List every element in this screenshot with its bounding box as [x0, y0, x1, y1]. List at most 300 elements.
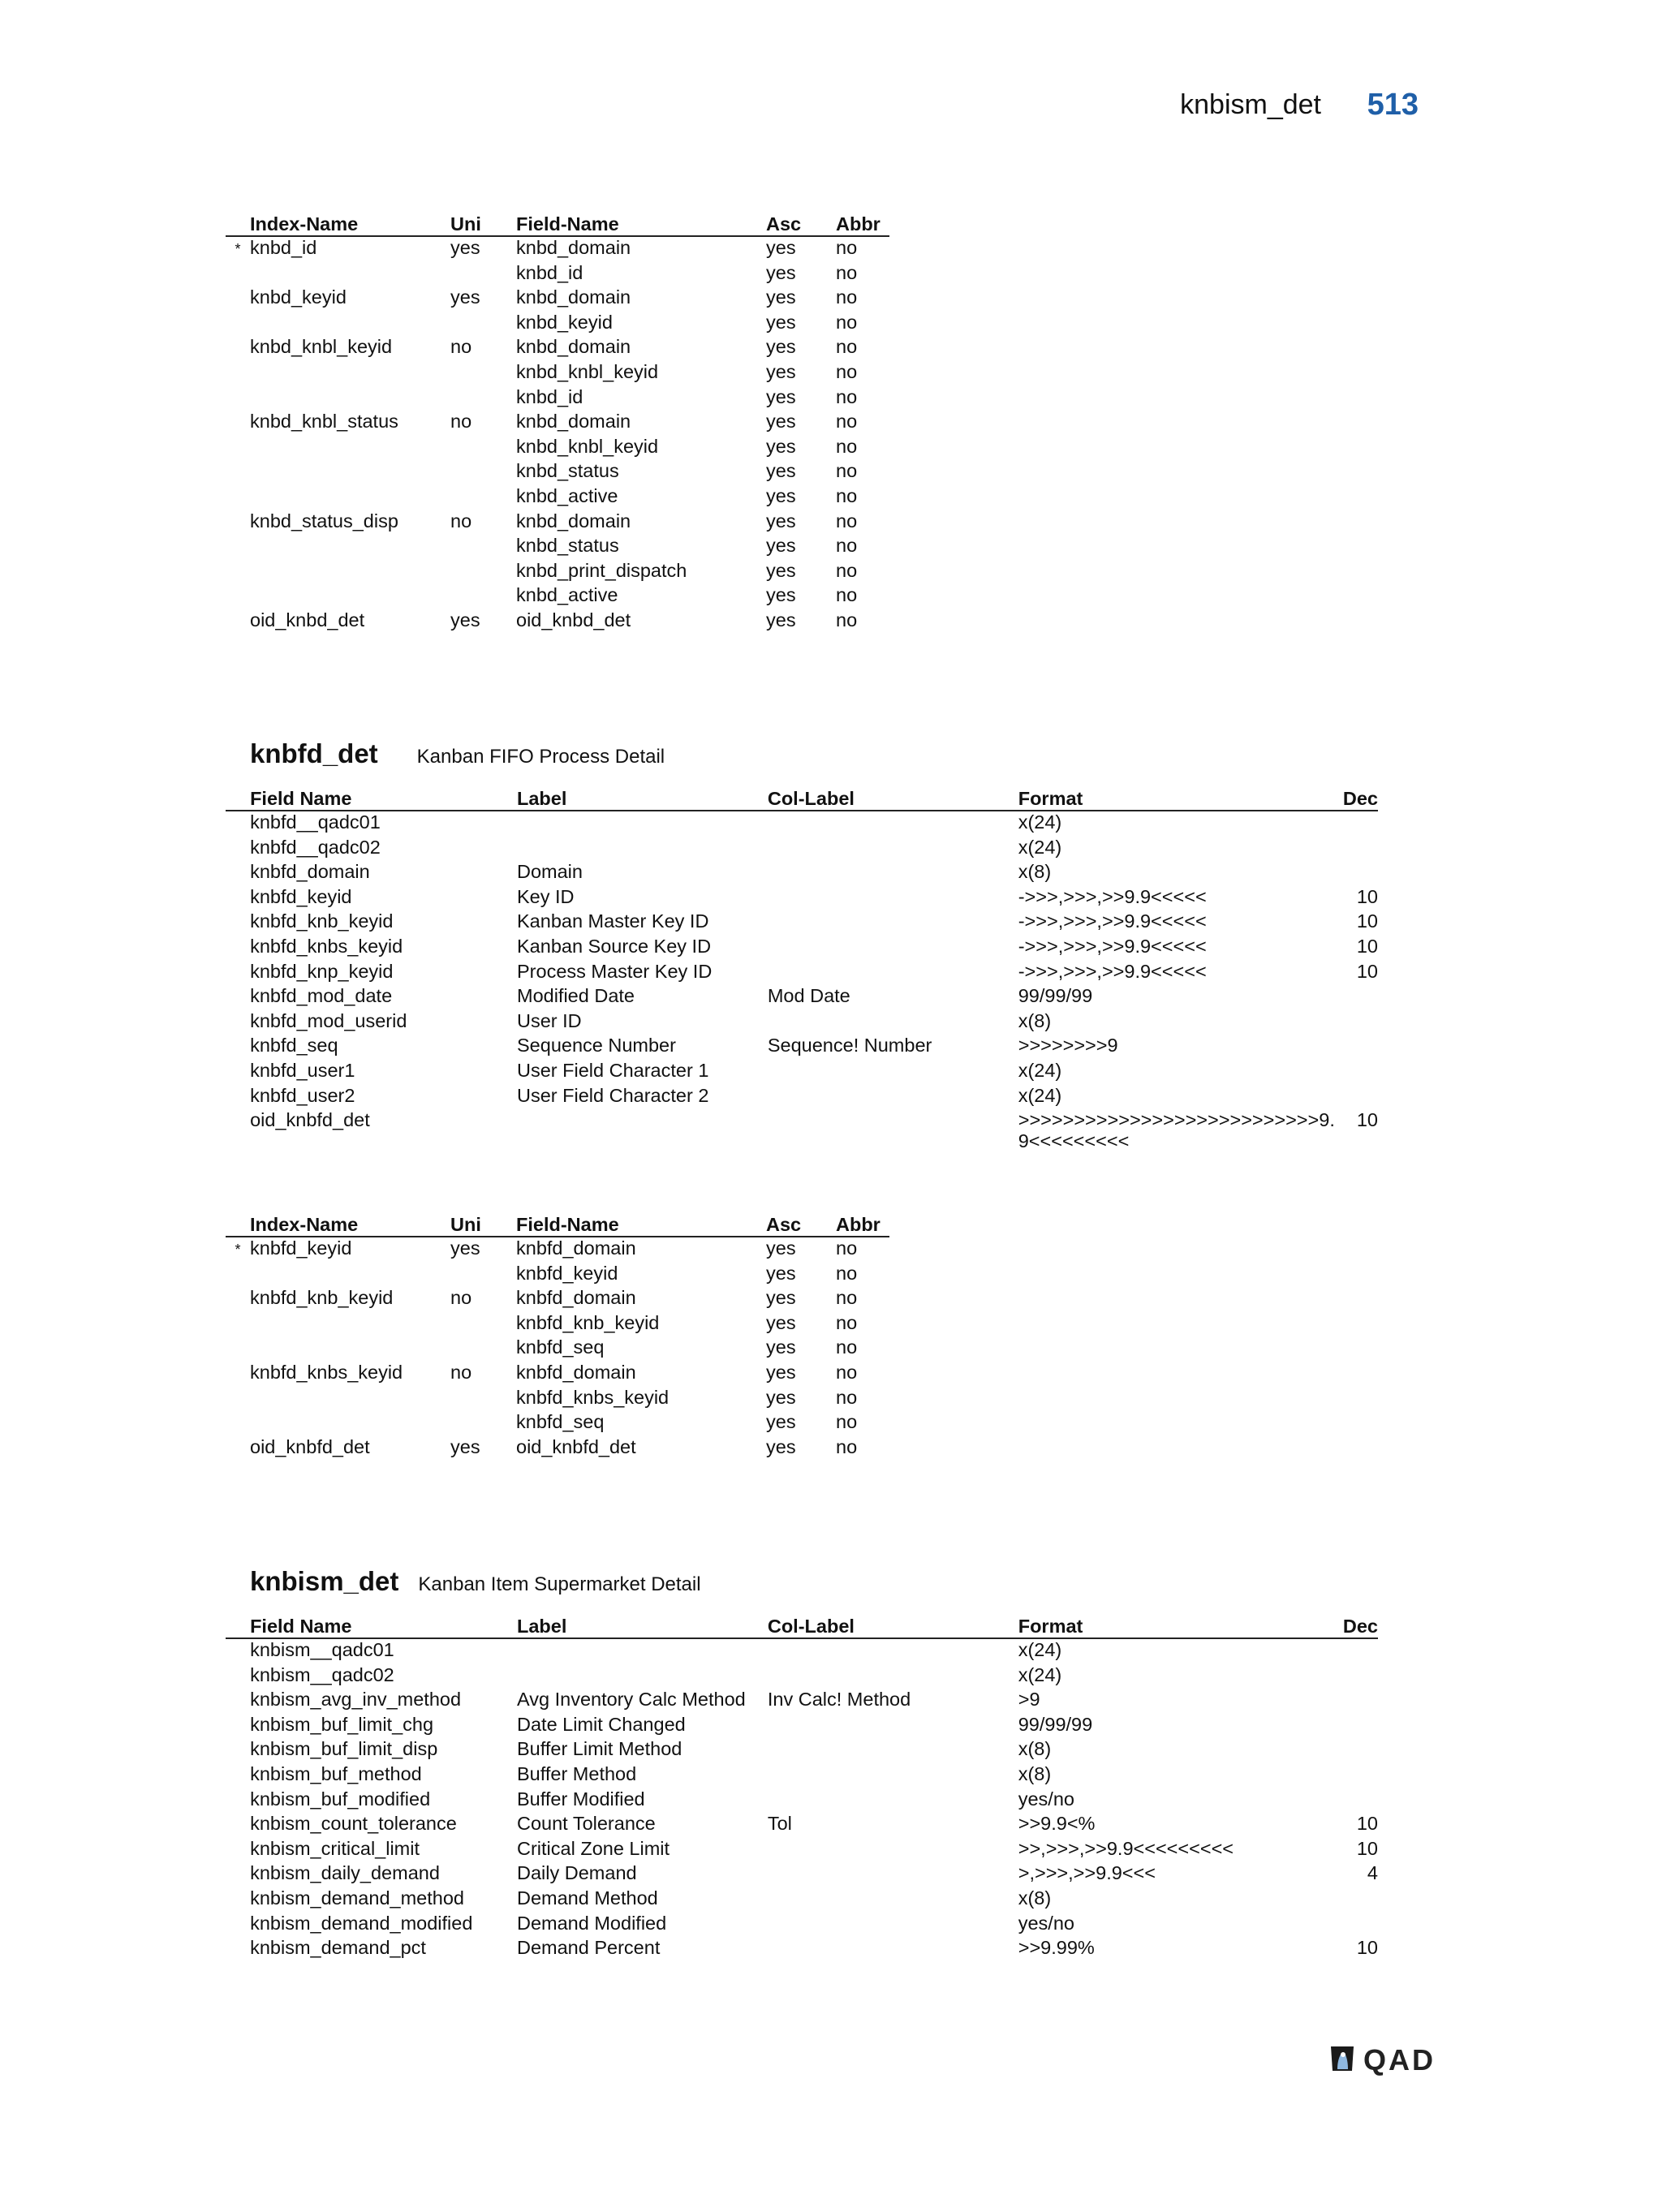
primary-marker [226, 336, 250, 361]
dec-cell: 10 [1356, 1937, 1378, 1959]
field-name-cell: knbism_count_tolerance [250, 1813, 457, 1835]
index-name-cell [250, 485, 450, 510]
col-label-cell [768, 1788, 1018, 1814]
field-name-cell: oid_knbfd_det [516, 1435, 636, 1457]
abbr-cell: no [836, 1287, 858, 1309]
col-label-cell [768, 1887, 1018, 1913]
label-cell: User ID [517, 1009, 582, 1031]
abbr-cell: no [836, 360, 858, 382]
abbr-cell: no [836, 286, 858, 308]
index-name-cell: knbd_knbl_status [250, 411, 398, 433]
field-name-cell: knbism__qadc01 [250, 1639, 394, 1660]
field-name-cell: knbism_demand_pct [250, 1937, 426, 1959]
asc-cell: yes [766, 484, 796, 506]
col-label: Label [517, 787, 768, 811]
abbr-cell: no [836, 1262, 858, 1284]
dec-cell: 10 [1356, 885, 1378, 907]
col-field-name: Field-Name [516, 213, 766, 236]
table-title-knbfd [250, 738, 665, 769]
abbr-cell: no [836, 1311, 858, 1333]
asc-cell: yes [766, 435, 796, 457]
row-margin [226, 811, 250, 837]
primary-marker [226, 1387, 250, 1412]
primary-marker [226, 411, 250, 436]
index-name-cell [250, 560, 450, 585]
dec-cell [1337, 1788, 1378, 1814]
uni-cell [450, 460, 516, 485]
row-margin [226, 1937, 250, 1962]
col-label-cell: Mod Date [767, 985, 850, 1007]
index-name-cell [250, 1387, 450, 1412]
format-cell: ->>>,>>>,>>9.9<<<<< [1018, 885, 1207, 907]
primary-marker [226, 1287, 250, 1312]
dec-cell [1337, 837, 1378, 862]
asc-cell: yes [766, 1262, 796, 1284]
label-cell [517, 1638, 768, 1664]
field-row [226, 1887, 1378, 1913]
col-label-cell [768, 936, 1018, 961]
field-row [226, 1913, 1378, 1938]
index-row [226, 1362, 889, 1387]
index-name-cell [250, 361, 450, 386]
field-name-cell: knbism_buf_method [250, 1762, 422, 1784]
col-label-cell [768, 1010, 1018, 1035]
field-name-cell: knbfd__qadc01 [250, 811, 381, 833]
uni-cell [450, 1387, 516, 1412]
col-field-name: Field Name [250, 1615, 517, 1638]
dec-cell: 4 [1367, 1862, 1378, 1884]
col-label-cell [768, 1060, 1018, 1085]
col-label-cell [768, 1109, 1018, 1151]
col-label-cell [768, 961, 1018, 986]
field-row [226, 861, 1378, 886]
label-cell: User Field Character 2 [517, 1084, 709, 1106]
col-asc: Asc [766, 1213, 836, 1237]
table-name: knbism_det [250, 1566, 399, 1596]
field-name-cell: knbd_id [516, 385, 583, 407]
index-row [226, 312, 889, 337]
field-name-cell: knbd_active [516, 484, 618, 506]
label-cell: Domain [517, 861, 583, 883]
knbfd-index-table [226, 1213, 889, 1461]
index-row [226, 336, 889, 361]
field-name-cell: knbd_domain [516, 411, 631, 433]
field-name-cell: knbism_buf_limit_chg [250, 1713, 434, 1735]
col-dec: Dec [1337, 787, 1378, 811]
primary-marker [226, 485, 250, 510]
uni-cell: yes [450, 237, 480, 258]
format-cell: x(8) [1018, 861, 1052, 883]
abbr-cell: no [836, 435, 858, 457]
format-cell: >>>>>>>>9 [1018, 1035, 1118, 1057]
row-margin [226, 837, 250, 862]
dec-cell [1337, 985, 1378, 1010]
field-name-cell: knbd_domain [516, 336, 631, 358]
uni-cell: no [450, 510, 472, 531]
row-margin [226, 1838, 250, 1863]
field-row [226, 837, 1378, 862]
field-name-cell: knbd_domain [516, 286, 631, 308]
field-row [226, 1862, 1378, 1887]
format-cell: x(24) [1018, 1084, 1062, 1106]
abbr-cell: no [836, 237, 858, 258]
index-row [226, 262, 889, 287]
dec-cell [1337, 1010, 1378, 1035]
col-label-cell [768, 910, 1018, 936]
index-header-row [226, 213, 889, 236]
asc-cell: yes [766, 1237, 796, 1259]
asc-cell: yes [766, 336, 796, 358]
field-name-cell: knbfd_domain [516, 1361, 636, 1383]
primary-marker [226, 1362, 250, 1387]
asc-cell: yes [766, 510, 796, 531]
index-row [226, 361, 889, 386]
uni-cell: no [450, 1287, 472, 1309]
index-row [226, 1387, 889, 1412]
label-cell: Key ID [517, 885, 575, 907]
col-label-cell [768, 1838, 1018, 1863]
dec-cell [1337, 1689, 1378, 1714]
col-label-cell [768, 886, 1018, 911]
abbr-cell: no [836, 559, 858, 581]
dec-cell [1337, 1738, 1378, 1763]
index-row [226, 236, 889, 262]
field-name-cell: knbfd_mod_date [250, 985, 393, 1007]
col-label-cell [768, 1763, 1018, 1788]
index-name-cell [250, 312, 450, 337]
label-cell [517, 1109, 768, 1151]
field-row [226, 1010, 1378, 1035]
asc-cell: yes [766, 385, 796, 407]
format-cell: yes/no [1018, 1912, 1074, 1934]
uni-cell [450, 535, 516, 560]
field-name-cell: knbfd_user2 [250, 1084, 355, 1106]
asc-cell: yes [766, 460, 796, 482]
index-row [226, 1237, 889, 1263]
field-name-cell: knbfd_knb_keyid [250, 910, 394, 932]
uni-cell [450, 262, 516, 287]
asc-cell: yes [766, 286, 796, 308]
index-name-cell [250, 1263, 450, 1288]
primary-marker [226, 510, 250, 536]
uni-cell: no [450, 1361, 472, 1383]
field-name-cell: oid_knbd_det [516, 609, 631, 630]
primary-marker [226, 460, 250, 485]
index-name-cell [250, 262, 450, 287]
label-cell: Date Limit Changed [517, 1713, 686, 1735]
index-name-cell: knbfd_knbs_keyid [250, 1361, 403, 1383]
col-label-cell [768, 1714, 1018, 1739]
field-row [226, 1813, 1378, 1838]
index-row [226, 1287, 889, 1312]
uni-cell [450, 1263, 516, 1288]
primary-marker [226, 386, 250, 411]
format-cell: ->>>,>>>,>>9.9<<<<< [1018, 935, 1207, 957]
row-margin [226, 1664, 250, 1689]
dec-cell: 10 [1356, 1837, 1378, 1859]
row-margin [226, 1862, 250, 1887]
index-name-cell [250, 1411, 450, 1436]
field-row [226, 1109, 1378, 1151]
field-name-cell: knbd_keyid [516, 311, 613, 333]
field-name-cell: knbd_domain [516, 237, 631, 258]
field-header-row [226, 1615, 1378, 1638]
col-label-cell [768, 811, 1018, 837]
format-cell: x(24) [1018, 1663, 1062, 1685]
label-cell: Kanban Master Key ID [517, 910, 709, 932]
index-name-cell: knbd_keyid [250, 286, 347, 308]
label-cell: Sequence Number [517, 1035, 676, 1057]
abbr-cell: no [836, 1237, 858, 1259]
asc-cell: yes [766, 535, 796, 557]
field-row [226, 1638, 1378, 1664]
format-cell: x(24) [1018, 1059, 1062, 1081]
field-name-cell: knbfd_domain [516, 1237, 636, 1259]
col-label-cell [768, 837, 1018, 862]
uni-cell [450, 1336, 516, 1362]
field-row [226, 1738, 1378, 1763]
table-description: Kanban Item Supermarket Detail [418, 1573, 701, 1595]
label-cell: Kanban Source Key ID [517, 935, 712, 957]
field-row [226, 1060, 1378, 1085]
asc-cell: yes [766, 559, 796, 581]
format-cell: 99/99/99 [1018, 985, 1093, 1007]
dec-cell: 10 [1356, 960, 1378, 982]
dec-cell [1337, 1913, 1378, 1938]
col-label-cell [768, 1937, 1018, 1962]
field-name-cell: knbfd_seq [516, 1336, 605, 1358]
uni-cell [450, 560, 516, 585]
field-name-cell: knbism_daily_demand [250, 1862, 440, 1884]
abbr-cell: no [836, 1336, 858, 1358]
index-name-cell [250, 386, 450, 411]
row-margin [226, 1060, 250, 1085]
primary-marker [226, 1436, 250, 1461]
format-cell: ->>>,>>>,>>9.9<<<<< [1018, 960, 1207, 982]
field-name-cell: knbfd_keyid [250, 885, 352, 907]
page-number: 513 [1367, 88, 1419, 122]
col-label-cell: Sequence! Number [767, 1035, 932, 1057]
field-name-cell: knbism_demand_method [250, 1887, 464, 1909]
col-field-name: Field-Name [516, 1213, 766, 1237]
abbr-cell: no [836, 1435, 858, 1457]
primary-marker [226, 286, 250, 312]
table-name: knbfd_det [250, 738, 378, 768]
dec-cell [1337, 1085, 1378, 1110]
field-row [226, 936, 1378, 961]
qad-logo [1328, 2043, 1443, 2074]
index-name-cell [250, 1312, 450, 1337]
row-margin [226, 861, 250, 886]
asc-cell: yes [766, 360, 796, 382]
index-name-cell: oid_knbfd_det [250, 1435, 370, 1457]
abbr-cell: no [836, 385, 858, 407]
format-cell: x(24) [1018, 811, 1062, 833]
field-name-cell: knbfd_keyid [516, 1262, 618, 1284]
field-row [226, 886, 1378, 911]
primary-marker [226, 535, 250, 560]
abbr-cell: no [836, 411, 858, 433]
row-margin [226, 1738, 250, 1763]
format-cell: ->>>,>>>,>>9.9<<<<< [1018, 910, 1207, 932]
format-cell: x(8) [1018, 1738, 1052, 1760]
label-cell [517, 811, 768, 837]
asc-cell: yes [766, 1411, 796, 1433]
row-margin [226, 1788, 250, 1814]
row-margin [226, 936, 250, 961]
page-header [0, 89, 1419, 130]
dec-cell [1337, 1638, 1378, 1664]
field-row [226, 1763, 1378, 1788]
dec-cell: 10 [1356, 1813, 1378, 1835]
format-cell: >>9.9<% [1018, 1813, 1096, 1835]
row-margin [226, 1638, 250, 1664]
row-margin [226, 910, 250, 936]
col-abbr: Abbr [836, 213, 889, 236]
format-cell: yes/no [1018, 1788, 1074, 1810]
primary-marker [226, 1312, 250, 1337]
field-name-cell: knbd_active [516, 584, 618, 606]
label-cell: Buffer Limit Method [517, 1738, 682, 1760]
label-cell: Process Master Key ID [517, 960, 713, 982]
label-cell: Modified Date [517, 985, 635, 1007]
index-row [226, 460, 889, 485]
index-name-cell [250, 584, 450, 609]
dec-cell [1337, 1763, 1378, 1788]
asc-cell: yes [766, 411, 796, 433]
primary-marker [226, 560, 250, 585]
field-name-cell: knbism_demand_modified [250, 1912, 473, 1934]
knbism-field-table [226, 1615, 1378, 1962]
col-label-cell: Inv Calc! Method [767, 1689, 911, 1711]
format-cell: x(8) [1018, 1762, 1052, 1784]
field-name-cell: knbfd_seq [250, 1035, 338, 1057]
asc-cell: yes [766, 609, 796, 630]
field-name-cell: knbfd_knbs_keyid [250, 935, 403, 957]
field-name-cell: knbd_domain [516, 510, 631, 531]
field-row [226, 811, 1378, 837]
col-label-cell: Tol [767, 1813, 792, 1835]
label-cell: Demand Method [517, 1887, 658, 1909]
col-index-name: Index-Name [250, 213, 450, 236]
field-name-cell: knbd_knbl_keyid [516, 435, 659, 457]
row-margin [226, 985, 250, 1010]
col-index-name: Index-Name [250, 1213, 450, 1237]
index-name-cell [250, 460, 450, 485]
format-cell: x(24) [1018, 836, 1062, 858]
col-label: Label [517, 1615, 768, 1638]
col-label-cell [768, 1862, 1018, 1887]
field-name-cell: knbfd_knbs_keyid [516, 1386, 670, 1408]
abbr-cell: no [836, 1361, 858, 1383]
primary-marker [226, 1263, 250, 1288]
dec-cell [1337, 861, 1378, 886]
abbr-cell: no [836, 584, 858, 606]
dec-cell [1337, 811, 1378, 837]
index-name-cell [250, 436, 450, 461]
field-row [226, 1664, 1378, 1689]
field-name-cell: knbfd_knp_keyid [250, 960, 394, 982]
label-cell: Demand Percent [517, 1937, 661, 1959]
asc-cell: yes [766, 311, 796, 333]
label-cell [517, 1664, 768, 1689]
field-name-cell: knbfd_mod_userid [250, 1009, 407, 1031]
field-row [226, 1937, 1378, 1962]
row-margin [226, 1085, 250, 1110]
uni-cell [450, 386, 516, 411]
primary-marker: * [235, 1242, 241, 1258]
index-row [226, 584, 889, 609]
asc-cell: yes [766, 1336, 796, 1358]
col-field-name: Field Name [250, 787, 517, 811]
index-row [226, 1336, 889, 1362]
row-margin [226, 1035, 250, 1060]
format-cell: 99/99/99 [1018, 1713, 1093, 1735]
field-name-cell: knbism__qadc02 [250, 1663, 394, 1685]
knbfd-field-table [226, 787, 1378, 1151]
dec-cell [1337, 1714, 1378, 1739]
row-margin [226, 1913, 250, 1938]
col-asc: Asc [766, 213, 836, 236]
dec-cell: 10 [1356, 910, 1378, 932]
asc-cell: yes [766, 584, 796, 606]
asc-cell: yes [766, 237, 796, 258]
primary-marker [226, 609, 250, 635]
primary-marker [226, 312, 250, 337]
label-cell: Critical Zone Limit [517, 1837, 670, 1859]
uni-cell [450, 584, 516, 609]
label-cell: Daily Demand [517, 1862, 637, 1884]
field-name-cell: knbd_status [516, 460, 619, 482]
field-name-cell: knbd_knbl_keyid [516, 360, 659, 382]
asc-cell: yes [766, 1435, 796, 1457]
primary-marker [226, 436, 250, 461]
field-name-cell: oid_knbfd_det [250, 1109, 370, 1131]
col-label-cell [768, 1638, 1018, 1664]
dec-cell [1337, 1664, 1378, 1689]
asc-cell: yes [766, 1361, 796, 1383]
field-name-cell: knbfd_domain [250, 861, 370, 883]
index-row [226, 411, 889, 436]
index-name-cell [250, 535, 450, 560]
format-cell: >>>>>>>>>>>>>>>>>>>>>>>>>>>9.9<<<<<<<<< [1018, 1109, 1335, 1152]
col-format: Format [1018, 1615, 1337, 1638]
field-header-row [226, 787, 1378, 811]
primary-marker [226, 584, 250, 609]
index-row [226, 609, 889, 635]
label-cell: Avg Inventory Calc Method [517, 1689, 746, 1711]
index-row [226, 1263, 889, 1288]
index-row [226, 1411, 889, 1436]
field-row [226, 1714, 1378, 1739]
index-name-cell: knbfd_keyid [250, 1237, 352, 1259]
field-row [226, 961, 1378, 986]
col-dec: Dec [1337, 1615, 1378, 1638]
abbr-cell: no [836, 460, 858, 482]
field-name-cell: knbfd_domain [516, 1287, 636, 1309]
format-cell: x(8) [1018, 1009, 1052, 1031]
label-cell: Count Tolerance [517, 1813, 656, 1835]
col-uni: Uni [450, 1213, 516, 1237]
uni-cell: no [450, 411, 472, 433]
col-label-cell [768, 1913, 1018, 1938]
row-margin [226, 1714, 250, 1739]
field-name-cell: knbfd_knb_keyid [516, 1311, 660, 1333]
index-header-row [226, 1213, 889, 1237]
field-name-cell: knbism_buf_limit_disp [250, 1738, 438, 1760]
format-cell: >9 [1018, 1689, 1040, 1711]
row-margin [226, 1887, 250, 1913]
